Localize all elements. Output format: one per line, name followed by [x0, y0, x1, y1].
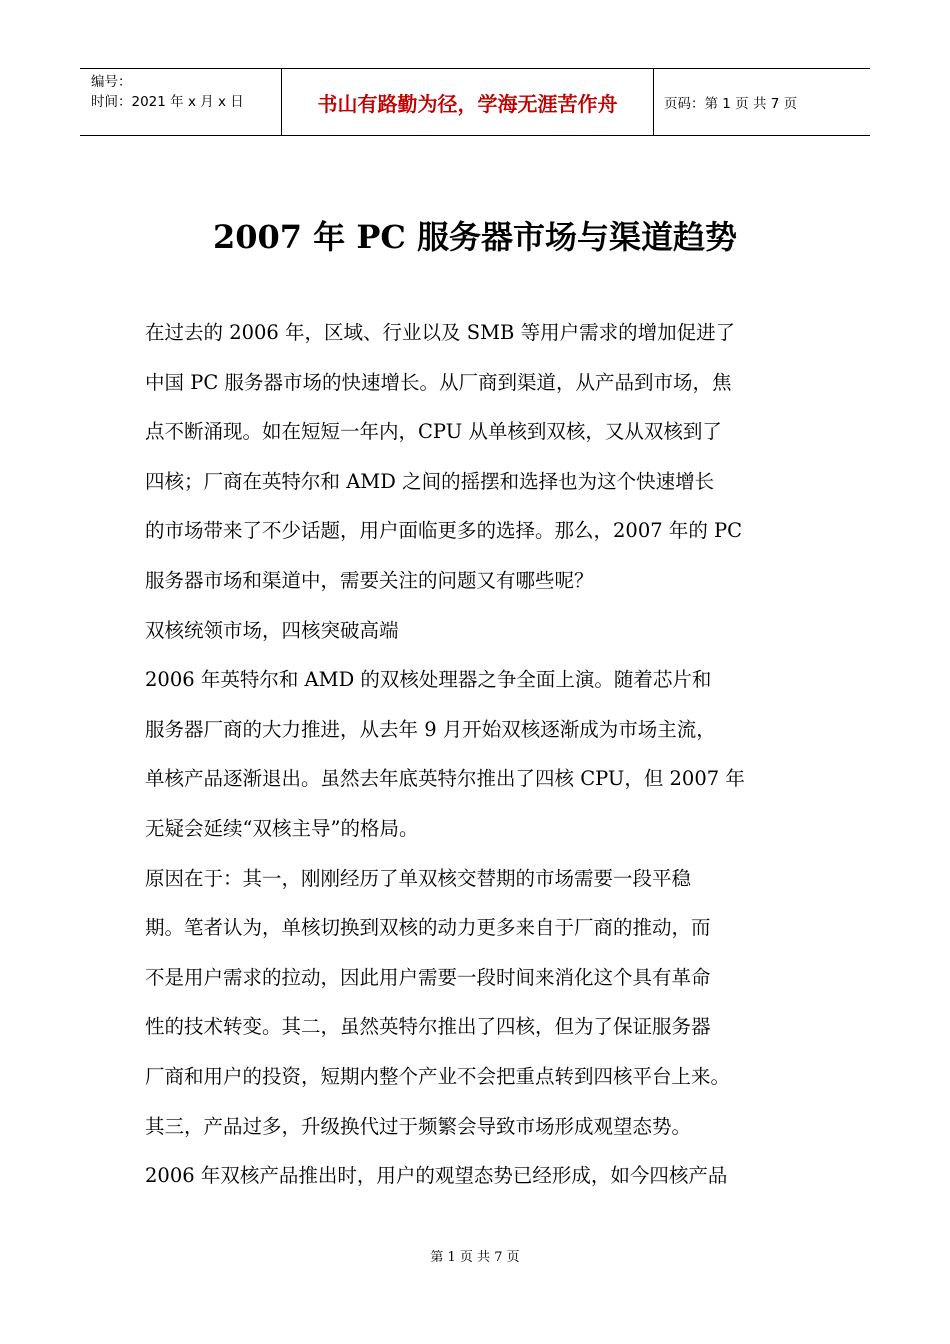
body-line: 服务器市场和渠道中，需要关注的问题又有哪些呢？ [145, 568, 594, 592]
document-title: 2007 年 PC 服务器市场与渠道趋势 [212, 218, 738, 256]
body-line: 单核产品逐渐退出。虽然去年底英特尔推出了四核 CPU，但 2007 年 [145, 767, 745, 791]
body-line: 2006 年双核产品推出时，用户的观望态势已经形成，如今四核产品 [145, 1164, 728, 1188]
body-line: 厂商和用户的投资，短期内整个产业不会把重点转到四核平台上来。 [145, 1064, 731, 1088]
body-line: 四核；厂商在英特尔和 AMD 之间的摇摆和选择也为这个快速增长 [145, 469, 715, 493]
body-line: 2006 年英特尔和 AMD 的双核处理器之争全面上演。随着芯片和 [145, 668, 712, 692]
body-line: 的市场带来了不少话题，用户面临更多的选择。那么，2007 年的 PC [145, 519, 743, 543]
body-line: 服务器厂商的大力推进，从去年 9 月开始双核逐渐成为市场主流， [145, 717, 716, 741]
body-line: 无疑会延续“双核主导”的格局。 [145, 816, 419, 840]
body-line: 在过去的 2006 年，区域、行业以及 SMB 等用户需求的增加促进了 [145, 321, 736, 344]
body-line: 其三，产品过多，升级换代过于频繁会导致市场形成观望态势。 [145, 1114, 692, 1138]
body-line: 原因在于：其一，刚刚经历了单双核交替期的市场需要一段平稳 [145, 866, 692, 890]
document-body [145, 316, 810, 1209]
body-line: 性的技术转变。其二，虽然英特尔推出了四核，但为了保证服务器 [145, 1015, 711, 1039]
page-footer: 第 1 页 共 7 页 [430, 1250, 520, 1265]
header-motto: 书山有路勤为径，学海无涯苦作舟 [281, 69, 654, 135]
body-line: 点不断涌现。如在短短一年内，CPU 从单核到双核，又从双核到了 [145, 420, 722, 444]
document-code-label: 编号： [91, 74, 132, 90]
header-left-cell [80, 69, 281, 135]
body-line: 期。笔者认为，单核切换到双核的动力更多来自于厂商的推动，而 [145, 916, 711, 940]
header-page-info: 页码：第 1 页 共 7 页 [664, 96, 798, 112]
body-line: 中国 PC 服务器市场的快速增长。从厂商到渠道，从产品到市场，焦 [145, 370, 732, 394]
header-table [80, 68, 870, 136]
body-line: 不是用户需求的拉动，因此用户需要一段时间来消化这个具有革命 [145, 965, 711, 989]
section-heading: 双核统领市场，四核突破高端 [145, 618, 399, 642]
document-time-label: 时间：2021 年 x 月 x 日 [91, 94, 244, 110]
